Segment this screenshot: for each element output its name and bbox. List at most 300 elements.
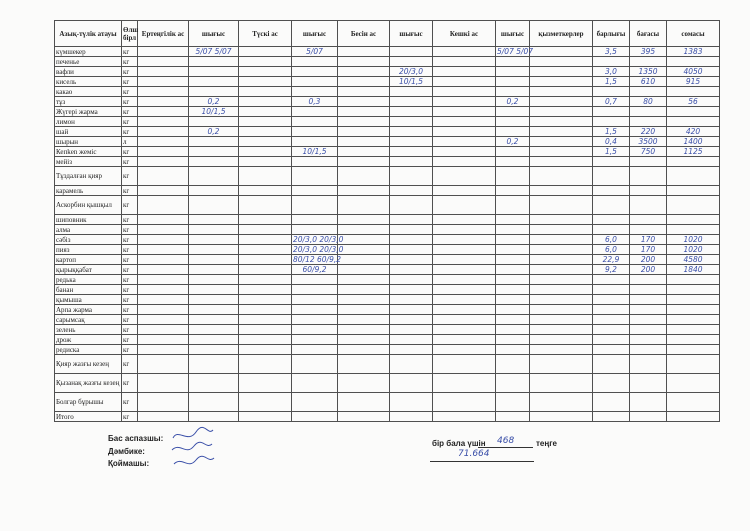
unit-cell: кг	[122, 412, 138, 422]
value-cell-sum	[667, 97, 720, 107]
value-cell-c9	[496, 107, 530, 117]
unit-cell: л	[122, 137, 138, 147]
item-name-cell: сәбіз	[55, 235, 122, 245]
table-row	[55, 345, 720, 355]
value-cell-c9	[496, 87, 530, 97]
value-cell-c6	[338, 412, 390, 422]
handwritten-value: 610	[640, 76, 656, 86]
value-cell-c5	[292, 137, 338, 147]
value-cell-sum	[667, 137, 720, 147]
value-cell-price	[630, 255, 667, 265]
value-cell-c5	[292, 244, 344, 255]
value-cell-c10	[530, 325, 593, 335]
value-cell-c2	[138, 295, 189, 305]
value-cell-c8	[433, 325, 496, 335]
value-cell-c6	[338, 355, 390, 374]
item-name-cell: Итого	[55, 412, 122, 422]
value-cell-total	[593, 235, 630, 245]
value-cell-c6	[338, 147, 390, 157]
value-cell-c4	[239, 57, 292, 67]
handwritten-value: 0,3	[308, 96, 321, 106]
value-cell-c10	[530, 225, 593, 235]
value-cell-c10	[530, 47, 593, 57]
value-cell-total	[593, 345, 630, 355]
value-cell-c5	[292, 295, 338, 305]
value-cell-total	[593, 147, 630, 157]
unit-cell: кг	[122, 147, 138, 157]
value-cell-sum	[667, 77, 720, 87]
value-cell-c10	[530, 107, 593, 117]
value-cell-c8	[433, 295, 496, 305]
value-cell-total	[593, 412, 630, 422]
value-cell-c7	[390, 412, 433, 422]
value-cell-c3	[189, 335, 239, 345]
unit-cell: кг	[122, 295, 138, 305]
value-cell-c2	[138, 67, 189, 77]
value-cell-sum	[667, 325, 720, 335]
handwritten-value: 22,9	[602, 254, 620, 264]
value-cell-c7	[390, 255, 433, 265]
value-cell-c7	[390, 147, 433, 157]
unit-cell: кг	[122, 196, 138, 215]
value-cell-c4	[239, 255, 292, 265]
value-cell-c7	[390, 393, 433, 412]
value-cell-c9	[496, 235, 530, 245]
value-cell-sum	[667, 147, 720, 157]
value-cell-c9	[496, 315, 530, 325]
value-cell-c3	[189, 157, 239, 167]
value-cell-c2	[138, 186, 189, 196]
item-name-cell: қымыша	[55, 295, 122, 305]
value-cell-c2	[138, 47, 189, 57]
unit-cell: кг	[122, 117, 138, 127]
value-cell-c4	[239, 186, 292, 196]
unit-cell: кг	[122, 97, 138, 107]
table-row	[55, 412, 720, 422]
value-cell-c6	[338, 305, 390, 315]
unit-cell: кг	[122, 325, 138, 335]
item-name-cell: шиповник	[55, 215, 122, 225]
value-cell-price	[630, 167, 667, 186]
value-cell-c5	[292, 335, 338, 345]
value-cell-c3	[189, 235, 239, 245]
currency-label: теңге	[536, 439, 557, 448]
value-cell-c7	[390, 355, 433, 374]
unit-cell: кг	[122, 275, 138, 285]
handwritten-value: 10/1,5	[399, 76, 423, 86]
value-cell-c9	[496, 285, 530, 295]
value-cell-price	[630, 57, 667, 67]
item-name-cell: печенье	[55, 57, 122, 67]
value-cell-c7	[390, 335, 433, 345]
value-cell-total	[593, 245, 630, 255]
value-cell-c2	[138, 87, 189, 97]
value-cell-total	[593, 215, 630, 225]
value-cell-c9	[496, 305, 530, 315]
value-cell-c5	[292, 325, 338, 335]
value-cell-c9	[496, 77, 530, 87]
value-cell-c9	[496, 275, 530, 285]
total-value: 71.664	[458, 449, 490, 459]
value-cell-c4	[239, 295, 292, 305]
value-cell-c6	[338, 97, 390, 107]
value-cell-c3	[189, 147, 239, 157]
value-cell-c9	[496, 97, 530, 107]
unit-cell: кг	[122, 255, 138, 265]
column-header: Түскі ас	[239, 21, 292, 47]
value-cell-c4	[239, 117, 292, 127]
value-cell-total	[593, 87, 630, 97]
value-cell-sum	[667, 47, 720, 57]
value-cell-c3	[189, 285, 239, 295]
item-name-cell: қырыққабат	[55, 265, 122, 275]
table-row	[55, 305, 720, 315]
value-cell-c9	[496, 167, 530, 186]
table-row	[55, 215, 720, 225]
unit-cell: кг	[122, 355, 138, 374]
value-cell-c8	[433, 412, 496, 422]
value-cell-c7	[390, 196, 433, 215]
value-cell-c3	[189, 186, 239, 196]
value-cell-c8	[433, 225, 496, 235]
unit-cell: кг	[122, 67, 138, 77]
value-cell-c3	[189, 305, 239, 315]
value-cell-c10	[530, 393, 593, 412]
value-cell-price	[630, 275, 667, 285]
unit-cell: кг	[122, 186, 138, 196]
value-cell-sum	[667, 196, 720, 215]
item-name-cell: пияз	[55, 245, 122, 255]
handwritten-value: 20/3,0	[399, 66, 423, 76]
value-cell-sum	[667, 157, 720, 167]
table-row	[55, 355, 720, 374]
value-cell-c10	[530, 335, 593, 345]
table-row	[55, 393, 720, 412]
value-cell-c3	[189, 196, 239, 215]
value-cell-c10	[530, 215, 593, 225]
value-cell-c9	[496, 67, 530, 77]
value-cell-c5	[292, 186, 338, 196]
value-cell-c6	[338, 265, 390, 275]
handwritten-value: 1350	[638, 66, 658, 76]
handwritten-value: 1,5	[605, 146, 617, 156]
value-cell-c9	[496, 374, 530, 393]
value-cell-c3	[189, 325, 239, 335]
value-cell-c4	[239, 157, 292, 167]
value-cell-c4	[239, 97, 292, 107]
value-cell-c7	[390, 305, 433, 315]
value-cell-c3	[189, 47, 239, 57]
unit-cell: кг	[122, 77, 138, 87]
table-row	[55, 186, 720, 196]
value-cell-c4	[239, 355, 292, 374]
value-cell-c9	[496, 245, 530, 255]
value-cell-sum	[667, 235, 720, 245]
handwritten-value: 20/3,0 20/3,0	[293, 244, 344, 254]
value-cell-c7	[390, 275, 433, 285]
value-cell-total	[593, 157, 630, 167]
value-cell-c3	[189, 77, 239, 87]
value-cell-c10	[530, 157, 593, 167]
value-cell-c10	[530, 295, 593, 305]
item-name-cell: шай	[55, 127, 122, 137]
value-cell-c9	[496, 265, 530, 275]
value-cell-c8	[433, 67, 496, 77]
value-cell-c5	[292, 127, 338, 137]
value-cell-c4	[239, 325, 292, 335]
value-cell-sum	[667, 315, 720, 325]
value-cell-c5	[292, 97, 338, 107]
value-cell-c5	[292, 254, 341, 265]
value-cell-c6	[338, 225, 390, 235]
unit-cell: кг	[122, 57, 138, 67]
value-cell-c8	[433, 147, 496, 157]
table-row	[55, 117, 720, 127]
value-cell-c4	[239, 412, 292, 422]
value-cell-price	[630, 215, 667, 225]
food-expense-table	[54, 20, 720, 422]
value-cell-c6	[338, 315, 390, 325]
value-cell-c10	[530, 186, 593, 196]
value-cell-c5	[292, 107, 338, 117]
value-cell-price	[630, 107, 667, 117]
value-cell-c8	[433, 393, 496, 412]
value-cell-c7	[390, 167, 433, 186]
value-cell-c9	[496, 157, 530, 167]
value-cell-c7	[390, 57, 433, 67]
value-cell-c2	[138, 117, 189, 127]
value-cell-c8	[433, 235, 496, 245]
value-cell-c4	[239, 315, 292, 325]
unit-cell: кг	[122, 305, 138, 315]
value-cell-c3	[189, 127, 239, 137]
value-cell-c3	[189, 57, 239, 67]
unit-cell: кг	[122, 167, 138, 186]
value-cell-c2	[138, 285, 189, 295]
value-cell-total	[593, 285, 630, 295]
value-cell-c2	[138, 137, 189, 147]
value-cell-sum	[667, 67, 720, 77]
value-cell-c4	[239, 305, 292, 315]
value-cell-c5	[292, 225, 338, 235]
value-cell-c6	[338, 255, 390, 265]
handwritten-value: 6,0	[605, 234, 617, 244]
value-cell-c3	[189, 245, 239, 255]
value-cell-c9	[496, 393, 530, 412]
value-cell-price	[630, 147, 667, 157]
value-cell-c9	[496, 117, 530, 127]
value-cell-c9	[496, 345, 530, 355]
value-cell-c3	[189, 345, 239, 355]
value-cell-c4	[239, 77, 292, 87]
table-row	[55, 225, 720, 235]
value-cell-c4	[239, 87, 292, 97]
value-cell-c10	[530, 77, 593, 87]
table-row	[55, 87, 720, 97]
value-cell-c9	[496, 295, 530, 305]
value-cell-c6	[338, 186, 390, 196]
value-cell-sum	[667, 87, 720, 97]
column-header: Өлш бірл	[122, 21, 138, 47]
value-cell-total	[593, 77, 630, 87]
item-name-cell: карамель	[55, 186, 122, 196]
value-cell-c6	[338, 127, 390, 137]
handwritten-value: 10/1,5	[201, 106, 226, 116]
value-cell-c8	[433, 374, 496, 393]
value-cell-c2	[138, 147, 189, 157]
handwritten-signature-image	[168, 426, 218, 472]
value-cell-c3	[189, 215, 239, 225]
item-name-cell: Тұздалған қияр	[55, 167, 122, 186]
item-name-cell: Кепken жеміс	[55, 147, 122, 157]
column-header: шығыс	[189, 21, 239, 47]
value-cell-sum	[667, 345, 720, 355]
unit-cell: кг	[122, 335, 138, 345]
value-cell-c8	[433, 167, 496, 186]
value-cell-c3	[189, 225, 239, 235]
value-cell-price	[630, 67, 667, 77]
handwritten-value: 1,5	[605, 76, 617, 86]
value-cell-c6	[338, 393, 390, 412]
value-cell-c6	[338, 77, 390, 87]
handwritten-value: 0,2	[207, 126, 220, 136]
value-cell-total	[593, 275, 630, 285]
value-cell-c7	[390, 117, 433, 127]
value-cell-c6	[338, 285, 390, 295]
value-cell-c2	[138, 305, 189, 315]
unit-cell: кг	[122, 87, 138, 97]
value-cell-c8	[433, 97, 496, 107]
table-row	[55, 196, 720, 215]
value-cell-c7	[390, 87, 433, 97]
value-cell-c2	[138, 335, 189, 345]
value-cell-c7	[390, 245, 433, 255]
value-cell-price	[630, 305, 667, 315]
item-name-cell: какао	[55, 87, 122, 97]
item-name-cell: банан	[55, 285, 122, 295]
handwritten-value: 5/07 5/07	[497, 46, 534, 56]
value-cell-sum	[667, 167, 720, 186]
value-cell-total	[593, 225, 630, 235]
value-cell-sum	[667, 305, 720, 315]
table-row	[55, 265, 720, 275]
value-cell-sum	[667, 186, 720, 196]
handwritten-value: 1125	[683, 146, 703, 156]
value-cell-c6	[338, 196, 390, 215]
value-cell-c5	[292, 215, 338, 225]
column-header: шығыс	[390, 21, 433, 47]
value-cell-c5	[292, 67, 338, 77]
column-header: Бесін ас	[338, 21, 390, 47]
value-cell-c4	[239, 137, 292, 147]
value-cell-c5	[292, 234, 344, 245]
value-cell-c3	[189, 374, 239, 393]
handwritten-value: 56	[688, 96, 698, 106]
value-cell-c10	[530, 235, 593, 245]
value-cell-c9	[496, 147, 530, 157]
table-row	[55, 97, 720, 107]
value-cell-price	[630, 157, 667, 167]
value-cell-c2	[138, 245, 189, 255]
value-cell-total	[593, 315, 630, 325]
handwritten-value: 420	[685, 126, 701, 136]
item-name-cell: кисель	[55, 77, 122, 87]
item-name-cell: лимон	[55, 117, 122, 127]
value-cell-c2	[138, 215, 189, 225]
value-cell-total	[593, 265, 630, 275]
value-cell-c3	[189, 315, 239, 325]
value-cell-c7	[390, 325, 433, 335]
handwritten-value: 80	[643, 96, 653, 106]
item-name-cell: Жүгері жарма	[55, 107, 122, 117]
value-cell-price	[630, 235, 667, 245]
unit-cell: кг	[122, 393, 138, 412]
value-cell-total	[593, 295, 630, 305]
column-header: шығыс	[496, 21, 530, 47]
value-cell-price	[630, 325, 667, 335]
item-name-cell: вафли	[55, 67, 122, 77]
value-cell-c4	[239, 245, 292, 255]
value-cell-c7	[390, 137, 433, 147]
value-cell-total	[593, 97, 630, 107]
value-cell-c2	[138, 275, 189, 285]
duty-label: Дәмбике:	[108, 447, 145, 456]
value-cell-c4	[239, 167, 292, 186]
value-cell-c5	[292, 355, 338, 374]
handwritten-value: 1,5	[605, 126, 617, 136]
unit-cell: кг	[122, 345, 138, 355]
value-cell-c8	[433, 196, 496, 215]
value-cell-c6	[338, 215, 390, 225]
value-cell-c4	[239, 107, 292, 117]
value-cell-c7	[390, 225, 433, 235]
value-cell-c4	[239, 335, 292, 345]
value-cell-price	[630, 355, 667, 374]
value-cell-c3	[189, 255, 239, 265]
value-cell-c9	[496, 255, 530, 265]
value-cell-c2	[138, 107, 189, 117]
value-cell-c10	[530, 167, 593, 186]
handwritten-value: 170	[640, 234, 656, 244]
handwritten-value: 0,4	[605, 136, 617, 146]
value-cell-c5	[292, 77, 338, 87]
value-cell-sum	[667, 265, 720, 275]
table-row	[55, 67, 720, 77]
value-cell-c5	[292, 87, 338, 97]
value-cell-c4	[239, 147, 292, 157]
value-cell-sum	[667, 374, 720, 393]
item-name-cell: Аскорбин қышқыл	[55, 196, 122, 215]
value-cell-c3	[189, 265, 239, 275]
unit-cell: кг	[122, 215, 138, 225]
value-cell-c5	[292, 147, 338, 157]
table-row	[55, 295, 720, 305]
value-cell-total	[593, 137, 630, 147]
value-cell-price	[630, 295, 667, 305]
value-cell-c2	[138, 235, 189, 245]
column-header: сомасы	[667, 21, 720, 47]
item-name-cell: редька	[55, 275, 122, 285]
value-cell-price	[630, 225, 667, 235]
value-cell-sum	[667, 215, 720, 225]
unit-cell: кг	[122, 47, 138, 57]
value-cell-c10	[530, 117, 593, 127]
value-cell-c8	[433, 245, 496, 255]
value-cell-c8	[433, 345, 496, 355]
table-row	[55, 157, 720, 167]
value-cell-price	[630, 137, 667, 147]
value-cell-total	[593, 393, 630, 412]
